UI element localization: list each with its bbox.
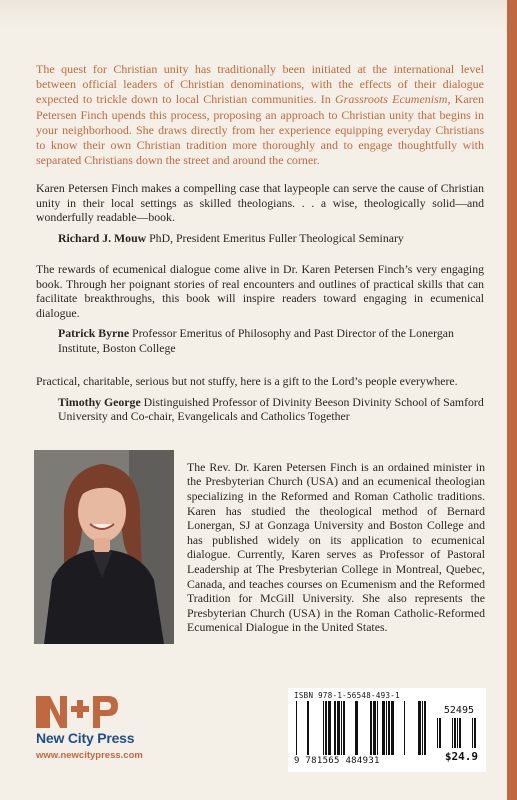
publisher-logo xyxy=(36,692,166,772)
ean-barcode xyxy=(294,701,434,755)
endorser-credentials: Professor Emeritus of Philosophy and Past Director of the Lonergan Institute, Boston College xyxy=(58,326,454,355)
price-label: $24.9 xyxy=(444,750,478,763)
barcode-bar xyxy=(424,701,426,755)
barcode-bar xyxy=(418,701,421,755)
barcode-bar xyxy=(334,701,336,755)
price-addon-barcode xyxy=(436,718,478,748)
endorsement-1 xyxy=(36,181,484,245)
ncp-logo-icon xyxy=(36,692,120,730)
publisher-url: www.newcitypress.com xyxy=(36,750,143,761)
barcode-bar xyxy=(296,701,297,755)
endorsement-3 xyxy=(36,374,484,424)
price-code: 52495 xyxy=(443,705,474,716)
barcode-bar xyxy=(459,718,461,748)
endorser-credentials: Distinguished Professor of Divinity Beeson Divinity School of Samford University and Co-chair, Evangelicals and Catholics Together xyxy=(58,394,484,424)
endorser-name: Richard J. Mouw xyxy=(58,230,147,245)
barcode-bar xyxy=(439,718,441,748)
barcode-bar xyxy=(404,701,405,755)
barcode-bar xyxy=(323,701,324,755)
barcode-bar xyxy=(343,701,345,755)
barcode-bar xyxy=(472,718,473,748)
endorser-name: Patrick Byrne xyxy=(58,326,130,341)
endorsement-attribution xyxy=(58,326,484,355)
barcode-bar xyxy=(437,718,438,748)
endorser-credentials: PhD, President Emeritus Fuller Theological Seminary xyxy=(146,230,404,245)
book-title-italic: Grassroots Ecumenism xyxy=(334,92,448,107)
endorsement-2 xyxy=(36,262,484,356)
barcode-bar xyxy=(370,701,372,755)
barcode-bar xyxy=(422,701,423,755)
barcode-bar xyxy=(307,701,309,755)
blurb-text-1: The quest for Christian unity has traditionally been initiated at the international level between official leaders of Christian denominations, with the effects of their dialogue expected to trickle down to local Christian communities. In xyxy=(36,62,484,107)
barcode-bar xyxy=(377,701,378,755)
book-blurb xyxy=(36,62,484,168)
author-bio: The Rev. Dr. Karen Petersen Finch is an ordained minister in the Presbyterian Church (USA) and an ecumenical theologian specializing in the Reformed and Roman Catholic traditions. Karen has studied the theological method of Bernard Lonergan, SJ at Gonzaga University and Boston College and has published widely on its application to ecumenical dialogue. Currently, Karen serves as Professor of Pastoral Leadership at The Presbyterian College in Montreal, Quebec, Canada, and teaches courses on Ecumenism and the Reformed Tradition for McGill University. She also represents the Presbyterian Church (USA) in the Roman Catholic-Reformed Ecumenical Dialogue in the United States. xyxy=(187,459,485,635)
publisher-name: New City Press xyxy=(36,730,135,746)
barcode-bar xyxy=(454,718,456,748)
endorser-name: Timothy George xyxy=(58,394,141,409)
barcode-bar xyxy=(328,701,331,755)
barcode-bar xyxy=(325,701,327,755)
barcode-bar xyxy=(341,701,342,755)
barcode-bar xyxy=(373,701,376,755)
author-photo xyxy=(34,450,174,644)
barcode-bar xyxy=(474,718,476,748)
barcode-bar xyxy=(388,701,390,755)
barcode-bar xyxy=(382,701,385,755)
barcode-bar xyxy=(391,701,394,755)
barcode-bar xyxy=(355,701,358,755)
isbn-label: ISBN 978-1-56548-493-1 xyxy=(294,691,400,700)
spine-edge xyxy=(507,0,517,800)
barcode-bar xyxy=(457,718,458,748)
endorsement-quote: Karen Petersen Finch makes a compelling case that laypeople can serve the cause of Christian unity in their local settings as skilled theologians. . . a wise, theologically solid—and wonderfully readable—book. xyxy=(36,181,484,225)
endorsement-quote: The rewards of ecumenical dialogue come alive in Dr. Karen Petersen Finch’s very engaging book. Through her poignant stories of real encounters and outlines of practical skills that can facilitate breakthroughs, this book will inspire readers toward engaging in ecumenical dialogue. xyxy=(36,262,484,320)
ean-digits: 9 781565 484931 xyxy=(294,756,380,766)
barcode-panel xyxy=(288,688,486,772)
endorsement-quote: Practical, charitable, serious but not stuffy, here is a gift to the Lord’s people everywhere. xyxy=(36,374,458,388)
endorsement-attribution xyxy=(58,231,484,246)
top-edge xyxy=(0,0,507,28)
endorsement-attribution xyxy=(58,395,484,424)
blurb-text-2: , Karen Petersen Finch upends this process, proposing an approach to Christian unity that begins in your neighborhood. She draws directly from her experience equipping everyday Christians to know their own Christian tradition more thoroughly and to engage thoughtfully with separated Christians down the street and around the corner. xyxy=(36,92,484,168)
barcode-bar xyxy=(386,701,387,755)
barcode-bar xyxy=(337,701,340,755)
author-portrait-illustration xyxy=(34,450,174,644)
barcode-bar xyxy=(452,718,453,748)
